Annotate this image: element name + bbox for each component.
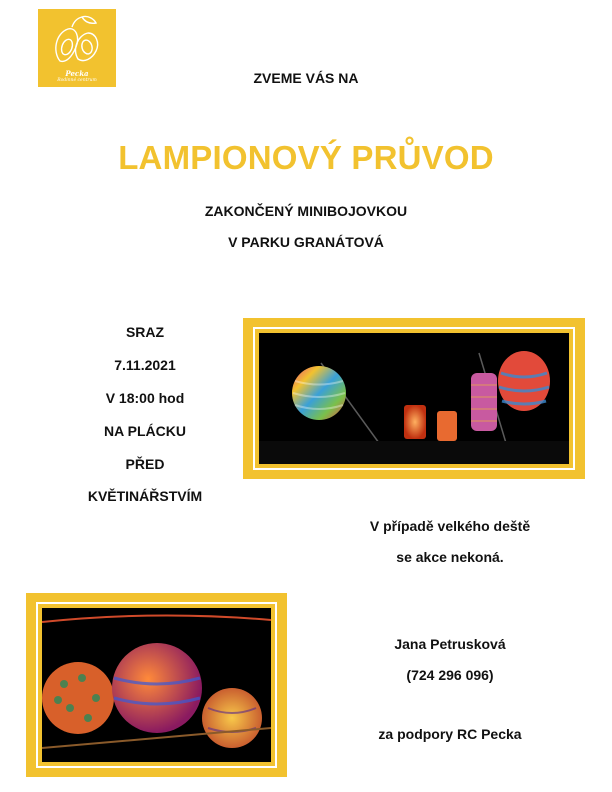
event-title: LAMPIONOVÝ PRŮVOD bbox=[118, 139, 494, 176]
meeting-time: V 18:00 hod bbox=[105, 390, 185, 406]
lanterns-photo-top bbox=[259, 333, 569, 464]
logo-subtitle: Rodinné centrum bbox=[57, 78, 97, 83]
meeting-label: SRAZ bbox=[125, 324, 165, 340]
meeting-place-3: KVĚTINÁŘSTVÍM bbox=[87, 488, 203, 504]
subtitle-line-2: V PARKU GRANÁTOVÁ bbox=[228, 234, 384, 250]
rain-note-line-2: se akce nekoná. bbox=[396, 549, 504, 565]
lantern-closeup-illustration bbox=[42, 608, 271, 762]
meeting-place-1: NA PLÁCKU bbox=[104, 423, 186, 439]
lanterns-photo-bottom bbox=[42, 608, 271, 762]
rain-note-line-1: V případě velkého deště bbox=[369, 518, 531, 534]
lantern-illustration bbox=[259, 333, 569, 464]
invite-line: ZVEME VÁS NA bbox=[253, 70, 359, 86]
meeting-place-2: PŘED bbox=[125, 456, 165, 472]
support-note: za podpory RC Pecka bbox=[378, 726, 522, 742]
subtitle-line-1: ZAKONČENÝ MINIBOJOVKOU bbox=[204, 203, 408, 219]
logo-name: Pecka bbox=[65, 69, 89, 78]
contact-phone: (724 296 096) bbox=[406, 667, 494, 683]
photo-frame-top bbox=[243, 318, 585, 479]
photo-frame-bottom bbox=[26, 593, 287, 777]
contact-name: Jana Petrusková bbox=[394, 636, 506, 652]
meeting-date: 7.11.2021 bbox=[114, 357, 176, 373]
